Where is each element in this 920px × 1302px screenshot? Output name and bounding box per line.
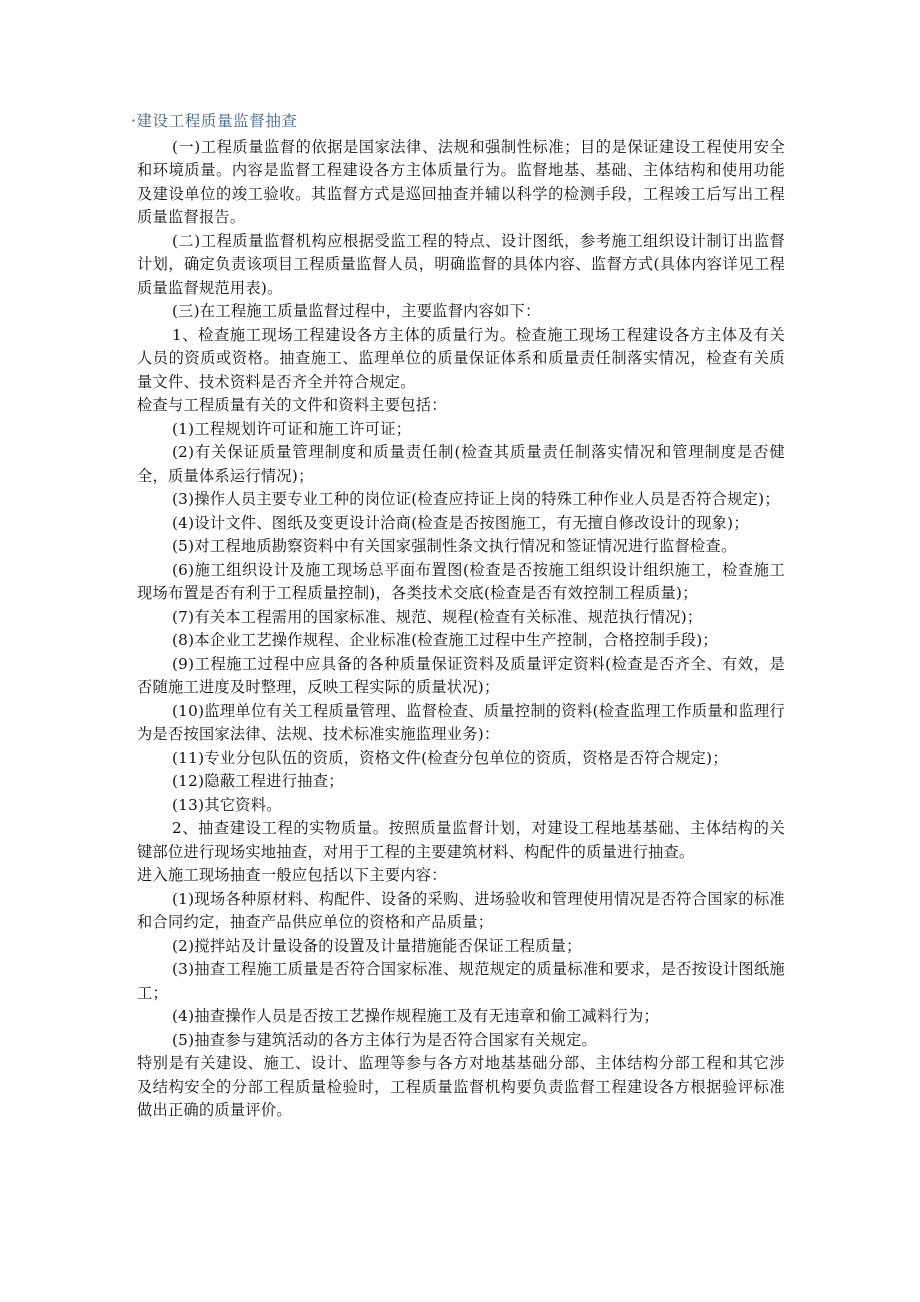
paragraph: (10)监理单位有关工程质量管理、监督检查、质量控制的资料(检查监理工作质量和监理行为是否按国家法律、法规、技术标准实施监理业务)：	[137, 701, 785, 743]
paragraph: (5)对工程地质勘察资料中有关国家强制性条文执行情况和签证情况进行监督检查。	[171, 537, 737, 555]
document-title: ·建设工程质量监督抽查	[131, 112, 298, 130]
paragraph: 1、检查施工现场工程建设各方主体的质量行为。检查施工现场工程建设各方主体及有关人员的资质或资格。抽查施工、监理单位的质量保证体系和质量责任制落实情况，检查有关质量文件、技术资料是否齐全并符合规定。	[137, 325, 785, 391]
paragraph: 特别是有关建设、施工、设计、监理等参与各方对地基基础分部、主体结构分部工程和其它涉及结构安全的分部工程质量检验时，工程质量监督机构要负责监督工程建设各方根据验评标准做出正确的质量评价。	[137, 1054, 785, 1119]
paragraph: 进入施工现场抽查一般应包括以下主要内容：	[137, 866, 447, 884]
paragraph: (二)工程质量监督机构应根据受监工程的特点、设计图纸，参考施工组织设计制订出监督计划，确定负责该项目工程质量监督人员，明确监督的具体内容、监督方式(具体内容详见工程质量监督规范用表)。	[137, 231, 785, 297]
paragraph: 2、抽查建设工程的实物质量。按照质量监督计划，对建设工程地基基础、主体结构的关键部位进行现场实地抽查，对用于工程的主要建筑材料、构配件的质量进行抽查。	[137, 819, 785, 861]
paragraph: (三)在工程施工质量监督过程中，主要监督内容如下：	[171, 302, 541, 320]
paragraph: (13)其它资料。	[171, 795, 282, 814]
paragraph: (8)本企业工艺操作规程、企业标准(检查施工过程中生产控制，合格控制手段)；	[171, 631, 718, 649]
paragraph: (1)工程规划许可证和施工许可证；	[171, 419, 412, 438]
paragraph: (3)抽查工程施工质量是否符合国家标准、规范规定的质量标准和要求，是否按设计图纸施工；	[137, 960, 785, 1002]
paragraph: (一)工程质量监督的依据是国家法律、法规和强制性标准；目的是保证建设工程使用安全和环境质量。内容是监督工程建设各方主体质量行为。监督地基、基础、主体结构和使用功能及建设单位的竣工验收。其监督方式是巡回抽查并辅以科学的检测手段，工程竣工后写出工程质量监督报告。	[137, 137, 785, 226]
paragraph: (3)操作人员主要专业工种的岗位证(检查应持证上岗的特殊工种作业人员是否符合规定)；	[171, 490, 780, 508]
paragraph: (6)施工组织设计及施工现场总平面布置图(检查是否按施工组织设计组织施工，检查施工现场布置是否有利于工程质量控制)，各类技术交底(检查是否有效控制工程质量)；	[137, 560, 785, 602]
paragraph: 检查与工程质量有关的文件和资料主要包括：	[137, 396, 447, 414]
paragraph: (2)有关保证质量管理制度和质量责任制(检查其质量责任制落实情况和管理制度是否健全，质量体系运行情况)；	[137, 443, 785, 485]
paragraph-list	[137, 136, 785, 1123]
paragraph: (2)搅拌站及计量设备的设置及计量措施能否保证工程质量；	[171, 936, 582, 955]
paragraph: (1)现场各种原材料、构配件、设备的采购、进场验收和管理使用情况是否符合国家的标准和合同约定，抽查产品供应单位的资格和产品质量；	[137, 889, 785, 931]
paragraph: (5)抽查参与建筑活动的各方主体行为是否符合国家有关规定。	[171, 1030, 598, 1049]
paragraph: (7)有关本工程需用的国家标准、规范、规程(检查有关标准、规范执行情况)；	[171, 607, 703, 626]
paragraph: (9)工程施工过程中应具备的各种质量保证资料及质量评定资料(检查是否齐全、有效，是否随施工进度及时整理，反映工程实际的质量状况)；	[137, 654, 785, 696]
paragraph: (4)抽查操作人员是否按工艺操作规程施工及有无违章和偷工减料行为；	[171, 1007, 659, 1025]
paragraph: (11)专业分包队伍的资质，资格文件(检查分包单位的资质，资格是否符合规定)；	[171, 748, 728, 767]
paragraph: (4)设计文件、图纸及变更设计洽商(检查是否按图施工，有无擅自修改设计的现象)；	[171, 513, 749, 532]
paragraph: (12)隐蔽工程进行抽查；	[171, 772, 344, 790]
document-body	[131, 110, 785, 1123]
